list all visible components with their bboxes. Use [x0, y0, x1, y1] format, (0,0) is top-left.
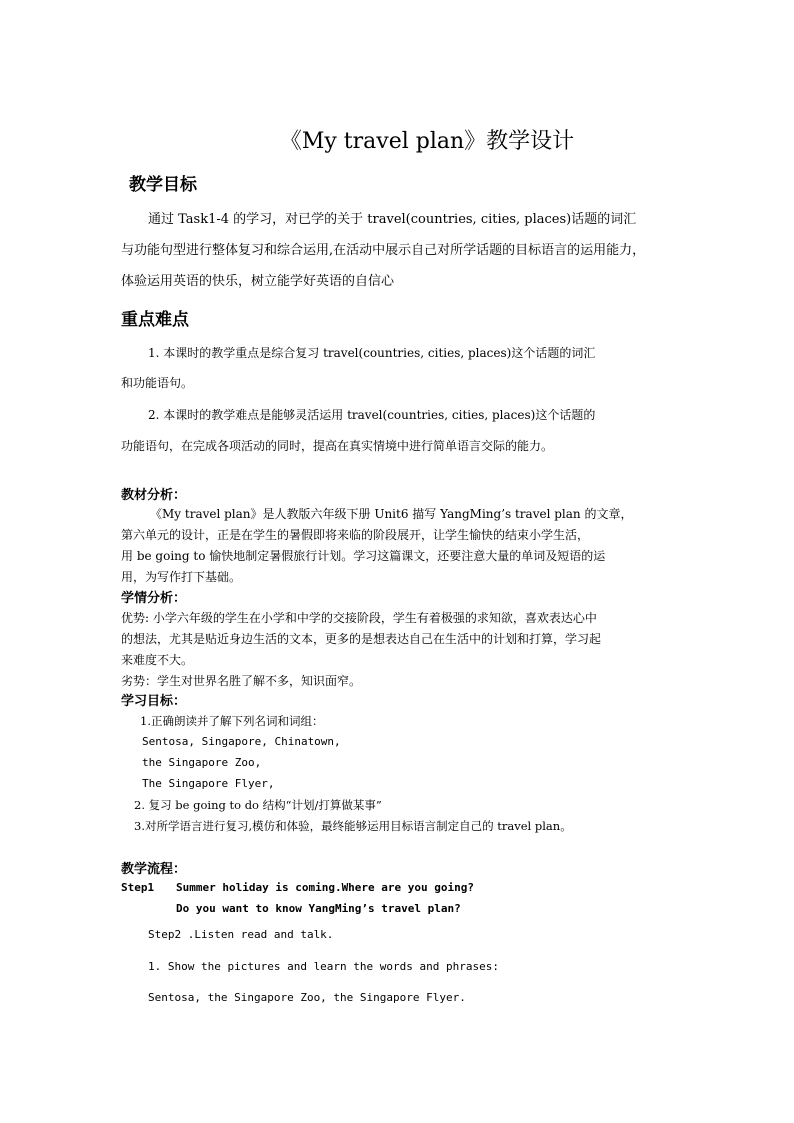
objectives-heading: 学习目标： — [121, 694, 187, 709]
step1-line-1: Summer holiday is coming.Where are you going? — [176, 881, 475, 894]
students-line-1: 优势: 小学六年级的学生在小学和中学的交接阶段，学生有着极强的求知欲，喜欢表达心中 — [121, 611, 597, 625]
document-title: 《My travel plan》教学设计 — [279, 129, 575, 154]
objectives-line-6: 3.对所学语言进行复习,模仿和体验，最终能够运用目标语言制定自己的 travel plan。 — [134, 819, 572, 833]
step1-line-2: Do you want to know YangMing’s travel plan? — [176, 902, 461, 915]
step2-heading: Step2 .Listen read and talk. — [148, 928, 334, 941]
students-heading: 学情分析： — [121, 591, 187, 606]
objectives-line-1: 1.正确朗读并了解下列名词和词组： — [140, 714, 324, 728]
objectives-line-3: the Singapore Zoo, — [142, 756, 262, 769]
step2-item-1: 1. Show the pictures and learn the words and phrases: — [148, 960, 499, 973]
process-heading: 教学流程： — [121, 862, 187, 877]
material-line-2: 第六单元的设计，正是在学生的暑假即将来临的阶段展开，让学生愉快的结束小学生活， — [121, 528, 590, 542]
goals-line-2: 与功能句型进行整体复习和综合运用,在活动中展示自己对所学话题的目标语言的运用能力， — [121, 243, 646, 258]
objectives-line-5: 2. 复习 be going to do 结构“计划/打算做某事” — [134, 798, 382, 812]
students-line-3: 来难度不大。 — [121, 653, 194, 667]
step1-label: Step1 — [121, 881, 155, 894]
goals-line-1: 通过 Task1-4 的学习，对已学的关于 travel(countries, cities, places)话题的词汇 — [148, 212, 637, 227]
material-line-4: 用，为写作打下基础。 — [121, 570, 242, 584]
goals-heading: 教学目标 — [129, 175, 197, 195]
key-points-line-3: 2. 本课时的教学难点是能够灵活运用 travel(countries, cities, places)这个话题的 — [148, 408, 596, 422]
material-heading: 教材分析： — [121, 488, 187, 503]
step2-words: Sentosa, the Singapore Zoo, the Singapore Flyer. — [148, 991, 466, 1004]
key-points-heading: 重点难点 — [121, 310, 189, 330]
objectives-line-4: The Singapore Flyer, — [142, 777, 275, 790]
key-points-line-4: 功能语句，在完成各项活动的同时，提高在真实情境中进行简单语言交际的能力。 — [121, 439, 554, 453]
material-line-1: 《My travel plan》是人教版六年级下册 Unit6 描写 YangMing’s travel plan 的文章， — [150, 507, 633, 521]
goals-line-3: 体验运用英语的快乐，树立能学好英语的自信心 — [121, 274, 395, 289]
material-line-3: 用 be going to 愉快地制定暑假旅行计划。学习这篇课文，还要注意大量的单词及短语的运 — [121, 549, 606, 563]
key-points-line-2: 和功能语句。 — [121, 376, 194, 390]
students-line-4: 劣势：学生对世界名胜了解不多，知识面窄。 — [121, 674, 362, 688]
objectives-line-2: Sentosa, Singapore, Chinatown, — [142, 735, 341, 748]
students-line-2: 的想法，尤其是贴近身边生活的文本，更多的是想表达自己在生活中的计划和打算，学习起 — [121, 632, 602, 646]
key-points-line-1: 1. 本课时的教学重点是综合复习 travel(countries, cities, places)这个话题的词汇 — [148, 346, 596, 360]
